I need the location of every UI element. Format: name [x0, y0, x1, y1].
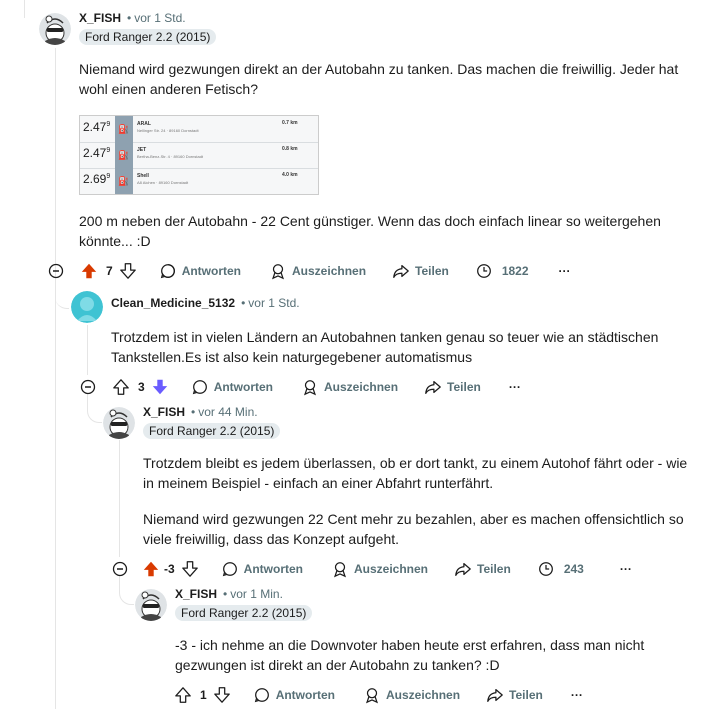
station-address: A8 Aichen · 89160 Dornstadt	[137, 180, 189, 185]
comment-paragraph: -3 - ich nehme an die Downvoter haben heute erst erfahren, dass man nicht gezwungen ist direkt an der Autobahn zu tanken? :D	[175, 637, 645, 673]
views-indicator[interactable]	[537, 560, 584, 578]
reply-button[interactable]	[221, 560, 303, 578]
comment-meta	[175, 587, 283, 601]
avatar[interactable]	[39, 13, 71, 45]
reply-button[interactable]	[191, 378, 273, 396]
station-name: ARAL	[137, 121, 151, 127]
award-label: Auszeichnen	[354, 562, 429, 576]
reply-label: Antworten	[243, 562, 303, 576]
comment-paragraph: Niemand wird gezwungen direkt an der Autobahn zu tanken. Das machen die freiwillig. Jeder hat wohl einen anderen Fetisch?	[79, 61, 679, 97]
upvote-arrow-icon	[174, 686, 192, 704]
upvote-button[interactable]	[80, 262, 98, 280]
award-button[interactable]	[363, 686, 460, 704]
station-name: Shell	[137, 173, 149, 179]
station-address: Nellinger Str. 24 · 89160 Dornstadt	[137, 128, 199, 133]
more-dots-icon: ···	[619, 562, 632, 576]
timestamp[interactable]: vor 1 Min.	[230, 587, 283, 601]
downvote-button[interactable]	[213, 686, 231, 704]
share-arrow-icon	[392, 262, 410, 280]
more-dots-icon: ···	[570, 688, 583, 702]
thread-curve-c3	[87, 394, 102, 423]
comment-actions	[112, 559, 632, 579]
station-row	[80, 116, 318, 143]
award-icon	[363, 686, 381, 704]
upvote-arrow-icon	[80, 262, 98, 280]
comment-paragraph: Trotzdem ist in vielen Ländern an Autobahnen tanken genau so teuer wie an städtischen Tankstellen.Es ist also kein naturgegebener automatismus	[111, 329, 659, 365]
clock-icon	[537, 560, 555, 578]
station-distance: 0.7 km	[282, 120, 298, 126]
user-flair: Ford Ranger 2.2 (2015)	[79, 29, 216, 45]
username[interactable]: Clean_Medicine_5132	[111, 296, 236, 310]
separator-dot: •	[223, 587, 228, 601]
more-options-button[interactable]	[559, 264, 571, 278]
username[interactable]: X_FISH	[79, 11, 122, 25]
reply-label: Antworten	[213, 380, 274, 394]
thread-curve-c4	[119, 576, 134, 605]
username[interactable]: X_FISH	[143, 405, 186, 419]
station-name: JET	[137, 147, 147, 153]
timestamp[interactable]: vor 1 Std.	[248, 296, 300, 310]
upvote-button[interactable]	[142, 560, 160, 578]
username[interactable]: X_FISH	[175, 587, 218, 601]
award-button[interactable]	[331, 560, 428, 578]
fuel-pump-icon: ⛽	[115, 116, 133, 142]
comment-meta	[143, 405, 258, 419]
award-icon	[269, 262, 287, 280]
clock-icon	[475, 262, 493, 280]
thread-line-c3[interactable]	[119, 440, 120, 557]
reply-button[interactable]	[253, 686, 335, 704]
downvote-arrow-icon	[181, 560, 199, 578]
station-address: Bertha-Benz-Str. 4 · 89160 Dornstadt	[137, 154, 204, 159]
share-button[interactable]	[454, 560, 511, 578]
user-flair: Ford Ranger 2.2 (2015)	[143, 423, 280, 439]
comment-meta	[79, 11, 186, 25]
downvote-arrow-icon	[213, 686, 231, 704]
more-dots-icon: ···	[558, 264, 571, 278]
avatar[interactable]	[135, 589, 167, 621]
station-price: 2.47$^9$	[83, 146, 111, 160]
downvote-button[interactable]	[181, 560, 199, 578]
minus-circle-icon	[112, 561, 128, 577]
comment-bubble-icon	[253, 686, 271, 704]
minus-circle-icon	[48, 263, 64, 279]
comment-meta	[111, 296, 300, 310]
thread-line-c2[interactable]	[87, 325, 88, 375]
thread-line-root[interactable]	[24, 0, 25, 18]
award-button[interactable]	[301, 378, 398, 396]
separator-dot: •	[191, 405, 196, 419]
share-button[interactable]	[424, 378, 481, 396]
station-row	[80, 168, 318, 194]
collapse-button[interactable]	[80, 379, 96, 395]
downvote-button[interactable]	[151, 378, 169, 396]
station-row	[80, 142, 318, 169]
downvote-arrow-icon	[151, 378, 169, 396]
award-icon	[301, 378, 319, 396]
downvote-arrow-icon	[119, 262, 137, 280]
upvote-arrow-icon	[142, 560, 160, 578]
comment-paragraph: Trotzdem bleibt es jedem überlassen, ob er dort tankt, zu einem Autohof fährt oder - wie in meinem Beispiel - einfach an einer Abfahrt runterfährt.	[143, 455, 688, 491]
comment-bubble-icon	[221, 560, 239, 578]
award-label: Auszeichnen	[324, 380, 399, 394]
comment-actions	[80, 377, 521, 397]
station-price: 2.69$^9$	[83, 172, 111, 186]
views-indicator[interactable]	[475, 262, 529, 280]
timestamp[interactable]: vor 1 Std.	[134, 11, 186, 25]
award-label: Auszeichnen	[292, 264, 367, 278]
share-label: Teilen	[447, 380, 481, 394]
user-flair: Ford Ranger 2.2 (2015)	[175, 605, 312, 621]
comment-paragraph: Niemand wird gezwungen 22 Cent mehr zu bezahlen, aber es machen offensichtlich so viele freiwillig, dass das Konzept aufgeht.	[143, 511, 684, 547]
share-arrow-icon	[454, 560, 472, 578]
upvote-button[interactable]	[174, 686, 192, 704]
separator-dot: •	[241, 296, 246, 310]
view-count: 1822	[501, 264, 529, 278]
comment-actions	[174, 685, 583, 705]
thread-curve-c2	[55, 286, 69, 309]
minus-circle-icon	[80, 379, 96, 395]
share-label: Teilen	[477, 562, 511, 576]
share-label: Teilen	[415, 264, 449, 278]
station-price: 2.47$^9$	[83, 120, 111, 134]
more-options-button[interactable]	[620, 562, 632, 576]
reply-label: Antworten	[275, 688, 336, 702]
share-label: Teilen	[509, 688, 543, 702]
reply-button[interactable]	[159, 262, 241, 280]
upvote-arrow-icon	[112, 378, 130, 396]
share-arrow-icon	[486, 686, 504, 704]
collapse-button[interactable]	[112, 561, 128, 577]
award-icon	[331, 560, 349, 578]
reply-label: Antworten	[181, 264, 242, 278]
vote-count: -3	[164, 562, 175, 576]
comment-actions	[48, 261, 571, 281]
share-button[interactable]	[392, 262, 449, 280]
fuel-pump-icon: ⛽	[115, 142, 133, 168]
station-distance: 4.0 km	[282, 172, 298, 178]
share-button[interactable]	[486, 686, 543, 704]
vote-count: 3	[138, 380, 145, 394]
award-button[interactable]	[269, 262, 366, 280]
more-options-button[interactable]	[509, 380, 521, 394]
view-count: 243	[563, 562, 584, 576]
share-arrow-icon	[424, 378, 442, 396]
timestamp[interactable]: vor 44 Min.	[198, 405, 258, 419]
comment-paragraph: 200 m neben der Autobahn - 22 Cent günstiger. Wenn das doch einfach linear so weitergehen könnte... :D	[79, 213, 661, 249]
upvote-button[interactable]	[112, 378, 130, 396]
vote-count: 7	[106, 264, 113, 278]
collapse-button[interactable]	[48, 263, 64, 279]
separator-dot: •	[127, 11, 132, 25]
more-dots-icon: ···	[508, 380, 521, 394]
avatar[interactable]	[71, 291, 103, 323]
more-options-button[interactable]	[571, 688, 583, 702]
station-distance: 0.8 km	[282, 146, 298, 152]
award-label: Auszeichnen	[386, 688, 461, 702]
avatar[interactable]	[103, 407, 135, 439]
downvote-button[interactable]	[119, 262, 137, 280]
comment-bubble-icon	[191, 378, 209, 396]
fuel-price-image[interactable]	[79, 115, 319, 195]
comment-bubble-icon	[159, 262, 177, 280]
vote-count: 1	[200, 688, 207, 702]
thread-line-c1[interactable]	[55, 48, 56, 709]
fuel-pump-icon: ⛽	[115, 168, 133, 194]
